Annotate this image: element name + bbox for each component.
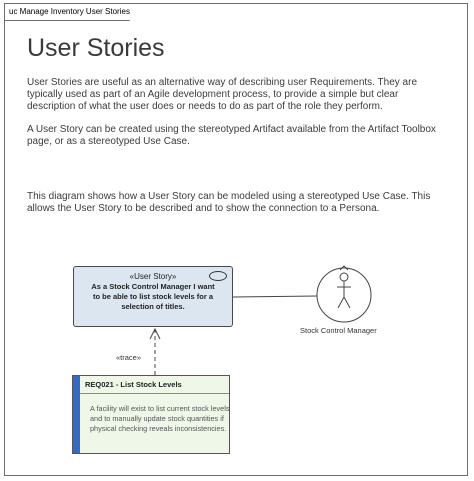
diagram-title: User Stories: [27, 34, 165, 62]
diagram-description-paragraph: This diagram shows how a User Story can be modeled using a stereotyped Use Case. This allows the User Story to be described and to show the connection to a Persona.: [27, 191, 431, 214]
requirement-divider: [80, 393, 229, 394]
artifact-paragraph: A User Story can be created using the stereotyped Artifact available from the Artifact Toolbox page, or as a stereotyped Use Case.: [27, 124, 436, 147]
association-line: [233, 296, 318, 297]
requirement-color-bar: [73, 376, 80, 453]
user-story-stereotype: «User Story»: [129, 272, 177, 281]
requirement-description: A facility will exist to list current stock levels and to manually update stock quantities if physical checking reveals inconsistencies.: [90, 404, 230, 433]
requirement-title: REQ021 - List Stock Levels: [85, 380, 182, 389]
trace-label: «trace»: [116, 353, 142, 362]
user-story-text: As a Stock Control Manager I want to be able to list stock levels for a selection of titles.: [91, 282, 215, 311]
user-story-usecase[interactable]: [73, 266, 233, 327]
diagram-tab-label[interactable]: uc Manage Inventory User Stories: [5, 4, 146, 20]
intro-paragraph: User Stories are useful as an alternative way of describing user Requirements. They are typically used as part of an Agile development process, to provide a simple but clear description of what the user does or needs to do as part of the role they perform.: [27, 77, 418, 112]
actor-name: Stock Control Manager: [300, 326, 377, 335]
usecase-ellipse-icon: [209, 271, 227, 281]
requirement-element[interactable]: [72, 375, 230, 454]
